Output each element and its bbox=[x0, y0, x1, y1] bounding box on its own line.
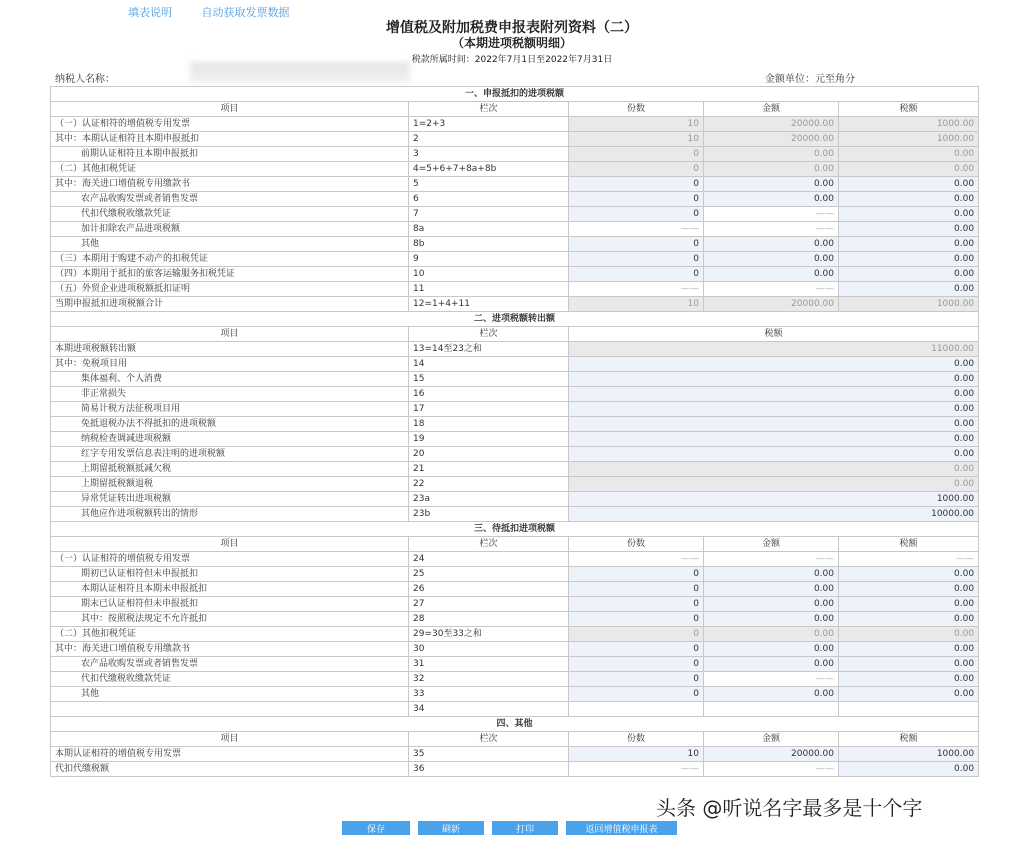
value-cell[interactable]: 0 bbox=[569, 567, 704, 582]
row-line-number: 7 bbox=[409, 207, 569, 222]
value-cell[interactable]: 0.00 bbox=[839, 282, 979, 297]
value-cell[interactable]: 1000.00 bbox=[569, 492, 979, 507]
table-row bbox=[51, 627, 979, 642]
row-line-number: 3 bbox=[409, 147, 569, 162]
table-row bbox=[51, 252, 979, 267]
form-subtitle: （本期进项税额明细） bbox=[451, 36, 572, 50]
row-item-label: 其中：海关进口增值税专用缴款书 bbox=[51, 177, 409, 192]
row-line-number: 9 bbox=[409, 252, 569, 267]
value-cell: —— bbox=[569, 222, 704, 237]
row-item-label: 本期进项税额转出额 bbox=[51, 342, 409, 357]
print-button[interactable]: 打印 bbox=[492, 821, 558, 835]
row-line-number: 11 bbox=[409, 282, 569, 297]
section-title-row bbox=[51, 522, 979, 537]
table-row bbox=[51, 492, 979, 507]
table-row bbox=[51, 222, 979, 237]
row-line-number: 26 bbox=[409, 582, 569, 597]
column-header: 份数 bbox=[569, 537, 704, 552]
input-tax-detail-table bbox=[50, 86, 979, 777]
section-title: 二、进项税额转出额 bbox=[51, 312, 979, 327]
column-header-row bbox=[51, 327, 979, 342]
row-line-number: 8a bbox=[409, 222, 569, 237]
table-row bbox=[51, 162, 979, 177]
table-row bbox=[51, 372, 979, 387]
value-cell[interactable]: 0.00 bbox=[839, 597, 979, 612]
value-cell[interactable]: 0 bbox=[569, 207, 704, 222]
value-cell: 1000.00 bbox=[839, 117, 979, 132]
row-line-number: 4=5+6+7+8a+8b bbox=[409, 162, 569, 177]
table-row bbox=[51, 282, 979, 297]
table-row bbox=[51, 747, 979, 762]
value-cell[interactable]: 0.00 bbox=[839, 177, 979, 192]
value-cell[interactable]: 0.00 bbox=[839, 237, 979, 252]
row-item-label: 期初已认证相符但未申报抵扣 bbox=[51, 567, 409, 582]
column-header: 金额 bbox=[704, 732, 839, 747]
refresh-button[interactable]: 刷新 bbox=[418, 821, 484, 835]
section-title: 三、待抵扣进项税额 bbox=[51, 522, 979, 537]
table-row bbox=[51, 762, 979, 777]
row-line-number: 23b bbox=[409, 507, 569, 522]
value-cell: 0.00 bbox=[569, 462, 979, 477]
row-line-number: 8b bbox=[409, 237, 569, 252]
column-header: 栏次 bbox=[409, 732, 569, 747]
value-cell bbox=[839, 702, 979, 717]
value-cell[interactable]: 0 bbox=[569, 597, 704, 612]
row-item-label: 代扣代缴税收缴款凭证 bbox=[51, 672, 409, 687]
column-header: 份数 bbox=[569, 102, 704, 117]
value-cell[interactable]: 0.00 bbox=[569, 402, 979, 417]
column-header: 金额 bbox=[704, 102, 839, 117]
table-row bbox=[51, 207, 979, 222]
value-cell: —— bbox=[704, 762, 839, 777]
value-cell: —— bbox=[704, 672, 839, 687]
row-item-label: 其中：海关进口增值税专用缴款书 bbox=[51, 642, 409, 657]
value-cell: 0 bbox=[569, 627, 704, 642]
table-row bbox=[51, 387, 979, 402]
section-title-row bbox=[51, 87, 979, 102]
table-row bbox=[51, 357, 979, 372]
column-header: 项目 bbox=[51, 537, 409, 552]
row-item-label: 当期申报抵扣进项税额合计 bbox=[51, 297, 409, 312]
row-line-number: 1=2+3 bbox=[409, 117, 569, 132]
row-item-label: （五）外贸企业进项税额抵扣证明 bbox=[51, 282, 409, 297]
table-row bbox=[51, 657, 979, 672]
row-line-number: 17 bbox=[409, 402, 569, 417]
row-item-label: （二）其他扣税凭证 bbox=[51, 162, 409, 177]
row-item-label: 其他 bbox=[51, 237, 409, 252]
value-cell: 0 bbox=[569, 147, 704, 162]
column-header: 税额 bbox=[839, 102, 979, 117]
row-line-number: 20 bbox=[409, 447, 569, 462]
value-cell[interactable]: 0 bbox=[569, 192, 704, 207]
tax-period: 税款所属时间：2022年7月1日至2022年7月31日 bbox=[411, 55, 613, 65]
column-header: 金额 bbox=[704, 537, 839, 552]
value-cell[interactable]: 0 bbox=[569, 267, 704, 282]
value-cell: —— bbox=[704, 207, 839, 222]
row-item-label: 纳税检查调减进项税额 bbox=[51, 432, 409, 447]
row-line-number: 14 bbox=[409, 357, 569, 372]
table-row bbox=[51, 432, 979, 447]
row-item-label: （三）本期用于购建不动产的扣税凭证 bbox=[51, 252, 409, 267]
value-cell[interactable]: 0.00 bbox=[569, 447, 979, 462]
value-cell[interactable]: 0 bbox=[569, 612, 704, 627]
column-header: 项目 bbox=[51, 102, 409, 117]
table-row bbox=[51, 237, 979, 252]
value-cell[interactable]: 0.00 bbox=[569, 417, 979, 432]
row-item-label: 其中：按照税法规定不允许抵扣 bbox=[51, 612, 409, 627]
row-line-number: 32 bbox=[409, 672, 569, 687]
value-cell: 0.00 bbox=[839, 147, 979, 162]
instructions-link[interactable]: 填表说明 bbox=[128, 6, 172, 19]
row-item-label: 代扣代缴税收缴款凭证 bbox=[51, 207, 409, 222]
table-row bbox=[51, 342, 979, 357]
value-cell[interactable]: 0.00 bbox=[839, 207, 979, 222]
value-cell: 0.00 bbox=[839, 162, 979, 177]
action-buttons bbox=[342, 821, 677, 835]
column-header: 栏次 bbox=[409, 537, 569, 552]
table-row bbox=[51, 702, 979, 717]
column-header: 栏次 bbox=[409, 327, 569, 342]
value-cell[interactable]: 0.00 bbox=[704, 237, 839, 252]
row-line-number: 35 bbox=[409, 747, 569, 762]
value-cell[interactable]: 0.00 bbox=[569, 432, 979, 447]
value-cell: 0.00 bbox=[704, 162, 839, 177]
value-cell[interactable]: 0.00 bbox=[704, 177, 839, 192]
value-cell: —— bbox=[839, 552, 979, 567]
row-line-number: 21 bbox=[409, 462, 569, 477]
value-cell[interactable]: 0.00 bbox=[704, 642, 839, 657]
auto-fetch-invoices-link[interactable]: 自动获取发票数据 bbox=[201, 6, 290, 19]
row-line-number: 18 bbox=[409, 417, 569, 432]
value-cell: 10 bbox=[569, 132, 704, 147]
value-cell[interactable]: 0.00 bbox=[839, 192, 979, 207]
row-item-label: 本期认证相符且本期未申报抵扣 bbox=[51, 582, 409, 597]
value-cell: 20000.00 bbox=[704, 117, 839, 132]
value-cell[interactable]: 0.00 bbox=[839, 657, 979, 672]
table-row bbox=[51, 477, 979, 492]
value-cell[interactable]: 0.00 bbox=[839, 612, 979, 627]
row-item-label: 其他 bbox=[51, 687, 409, 702]
taxpayer-name-redacted bbox=[190, 62, 410, 84]
value-cell[interactable]: 0 bbox=[569, 687, 704, 702]
row-line-number: 31 bbox=[409, 657, 569, 672]
row-line-number: 27 bbox=[409, 597, 569, 612]
row-item-label: 非正常损失 bbox=[51, 387, 409, 402]
row-line-number: 23a bbox=[409, 492, 569, 507]
column-header: 项目 bbox=[51, 327, 409, 342]
table-row bbox=[51, 567, 979, 582]
column-header-row bbox=[51, 102, 979, 117]
row-line-number: 19 bbox=[409, 432, 569, 447]
section-title-row bbox=[51, 717, 979, 732]
table-row bbox=[51, 552, 979, 567]
row-item-label: （一）认证相符的增值税专用发票 bbox=[51, 117, 409, 132]
value-cell[interactable]: 0.00 bbox=[569, 357, 979, 372]
row-item-label bbox=[51, 702, 409, 717]
column-header: 税额 bbox=[839, 537, 979, 552]
value-cell[interactable]: 0.00 bbox=[839, 762, 979, 777]
table-row bbox=[51, 132, 979, 147]
form-title: 增值税及附加税费申报表附列资料（二） bbox=[386, 20, 638, 36]
value-cell[interactable]: 0.00 bbox=[704, 252, 839, 267]
value-cell[interactable]: 0.00 bbox=[839, 582, 979, 597]
back-to-main-form-button[interactable]: 返回增值税申报表 bbox=[566, 821, 677, 835]
table-row bbox=[51, 597, 979, 612]
value-cell[interactable]: 10 bbox=[569, 747, 704, 762]
watermark: 头条 @听说名字最多是十个字 bbox=[656, 796, 923, 820]
table-row bbox=[51, 417, 979, 432]
value-cell: 1000.00 bbox=[839, 132, 979, 147]
table-row bbox=[51, 402, 979, 417]
value-cell[interactable]: 0 bbox=[569, 252, 704, 267]
table-row bbox=[51, 192, 979, 207]
row-item-label: 本期认证相符的增值税专用发票 bbox=[51, 747, 409, 762]
value-cell[interactable]: 0.00 bbox=[569, 372, 979, 387]
row-item-label: （四）本期用于抵扣的旅客运输服务扣税凭证 bbox=[51, 267, 409, 282]
value-cell[interactable]: 20000.00 bbox=[704, 747, 839, 762]
value-cell[interactable]: 0 bbox=[569, 672, 704, 687]
column-header: 项目 bbox=[51, 732, 409, 747]
row-line-number: 13=14至23之和 bbox=[409, 342, 569, 357]
value-cell: 20000.00 bbox=[704, 297, 839, 312]
value-cell[interactable]: 0 bbox=[569, 642, 704, 657]
value-cell[interactable]: 0.00 bbox=[839, 222, 979, 237]
row-line-number: 16 bbox=[409, 387, 569, 402]
row-item-label: 上期留抵税额抵减欠税 bbox=[51, 462, 409, 477]
row-item-label: 简易计税方法征税项目用 bbox=[51, 402, 409, 417]
value-cell[interactable]: 0.00 bbox=[704, 267, 839, 282]
value-cell[interactable]: 0 bbox=[569, 237, 704, 252]
row-item-label: 农产品收购发票或者销售发票 bbox=[51, 192, 409, 207]
value-cell: 10 bbox=[569, 297, 704, 312]
row-item-label: 异常凭证转出进项税额 bbox=[51, 492, 409, 507]
row-line-number: 15 bbox=[409, 372, 569, 387]
value-cell[interactable]: 0 bbox=[569, 177, 704, 192]
table-row bbox=[51, 177, 979, 192]
value-cell: —— bbox=[704, 552, 839, 567]
value-cell: 0.00 bbox=[569, 477, 979, 492]
save-button[interactable]: 保存 bbox=[342, 821, 410, 835]
value-cell[interactable]: 0.00 bbox=[839, 672, 979, 687]
column-header: 份数 bbox=[569, 732, 704, 747]
row-line-number: 34 bbox=[409, 702, 569, 717]
value-cell: 10 bbox=[569, 117, 704, 132]
table-row bbox=[51, 507, 979, 522]
value-cell[interactable]: 0.00 bbox=[569, 387, 979, 402]
table-row bbox=[51, 447, 979, 462]
value-cell: —— bbox=[569, 282, 704, 297]
row-item-label: 加计扣除农产品进项税额 bbox=[51, 222, 409, 237]
column-header: 税额 bbox=[839, 732, 979, 747]
table-row bbox=[51, 642, 979, 657]
row-line-number: 5 bbox=[409, 177, 569, 192]
table-row bbox=[51, 687, 979, 702]
row-item-label: 上期留抵税额退税 bbox=[51, 477, 409, 492]
row-item-label: 集体福利、个人消费 bbox=[51, 372, 409, 387]
row-line-number: 36 bbox=[409, 762, 569, 777]
row-line-number: 10 bbox=[409, 267, 569, 282]
table-row bbox=[51, 267, 979, 282]
value-cell: 1000.00 bbox=[839, 297, 979, 312]
value-cell bbox=[704, 702, 839, 717]
value-cell[interactable]: 0.00 bbox=[704, 597, 839, 612]
value-cell: 0.00 bbox=[704, 627, 839, 642]
row-line-number: 24 bbox=[409, 552, 569, 567]
row-item-label: 免抵退税办法不得抵扣的进项税额 bbox=[51, 417, 409, 432]
row-item-label: 期末已认证相符但未申报抵扣 bbox=[51, 597, 409, 612]
value-cell[interactable]: 0.00 bbox=[839, 267, 979, 282]
row-line-number: 33 bbox=[409, 687, 569, 702]
section-title-row bbox=[51, 312, 979, 327]
value-cell[interactable]: 0.00 bbox=[839, 642, 979, 657]
table-row bbox=[51, 612, 979, 627]
row-line-number: 29=30至33之和 bbox=[409, 627, 569, 642]
row-item-label: 前期认证相符且本期申报抵扣 bbox=[51, 147, 409, 162]
value-cell: —— bbox=[569, 762, 704, 777]
value-cell[interactable]: 0.00 bbox=[839, 687, 979, 702]
value-cell: 20000.00 bbox=[704, 132, 839, 147]
value-cell[interactable]: 1000.00 bbox=[839, 747, 979, 762]
row-item-label: （一）认证相符的增值税专用发票 bbox=[51, 552, 409, 567]
table-row bbox=[51, 462, 979, 477]
value-cell: —— bbox=[704, 282, 839, 297]
row-line-number: 12=1+4+11 bbox=[409, 297, 569, 312]
row-item-label: 代扣代缴税额 bbox=[51, 762, 409, 777]
value-cell[interactable]: 0.00 bbox=[839, 567, 979, 582]
row-line-number: 2 bbox=[409, 132, 569, 147]
table-row bbox=[51, 117, 979, 132]
column-header-row bbox=[51, 732, 979, 747]
value-cell[interactable]: 0.00 bbox=[839, 252, 979, 267]
value-cell[interactable]: 0.00 bbox=[704, 567, 839, 582]
value-cell: —— bbox=[704, 222, 839, 237]
value-cell: 0.00 bbox=[704, 147, 839, 162]
column-header-row bbox=[51, 537, 979, 552]
table-row bbox=[51, 297, 979, 312]
value-cell[interactable]: 0.00 bbox=[704, 657, 839, 672]
value-cell: 0 bbox=[569, 162, 704, 177]
row-line-number: 6 bbox=[409, 192, 569, 207]
value-cell[interactable]: 0.00 bbox=[704, 687, 839, 702]
row-item-label: 其中：本期认证相符且本期申报抵扣 bbox=[51, 132, 409, 147]
row-item-label: 其他应作进项税额转出的情形 bbox=[51, 507, 409, 522]
value-cell[interactable]: 10000.00 bbox=[569, 507, 979, 522]
value-cell bbox=[569, 702, 704, 717]
value-cell: —— bbox=[569, 552, 704, 567]
row-line-number: 25 bbox=[409, 567, 569, 582]
value-cell: 0.00 bbox=[839, 627, 979, 642]
column-header: 税额 bbox=[569, 327, 979, 342]
row-line-number: 30 bbox=[409, 642, 569, 657]
value-cell[interactable]: 0.00 bbox=[704, 192, 839, 207]
value-cell[interactable]: 0.00 bbox=[704, 612, 839, 627]
taxpayer-name-label: 纳税人名称： bbox=[55, 74, 115, 85]
section-title: 一、申报抵扣的进项税额 bbox=[51, 87, 979, 102]
value-cell[interactable]: 0 bbox=[569, 657, 704, 672]
column-header: 栏次 bbox=[409, 102, 569, 117]
row-line-number: 22 bbox=[409, 477, 569, 492]
section-title: 四、其他 bbox=[51, 717, 979, 732]
value-cell[interactable]: 0 bbox=[569, 582, 704, 597]
table-row bbox=[51, 147, 979, 162]
value-cell: 11000.00 bbox=[569, 342, 979, 357]
row-item-label: 其中：免税项目用 bbox=[51, 357, 409, 372]
value-cell[interactable]: 0.00 bbox=[704, 582, 839, 597]
row-item-label: 红字专用发票信息表注明的进项税额 bbox=[51, 447, 409, 462]
table-row bbox=[51, 582, 979, 597]
table-row bbox=[51, 672, 979, 687]
row-line-number: 28 bbox=[409, 612, 569, 627]
row-item-label: 农产品收购发票或者销售发票 bbox=[51, 657, 409, 672]
row-item-label: （二）其他扣税凭证 bbox=[51, 627, 409, 642]
amount-unit: 金额单位：元至角分 bbox=[765, 74, 855, 85]
